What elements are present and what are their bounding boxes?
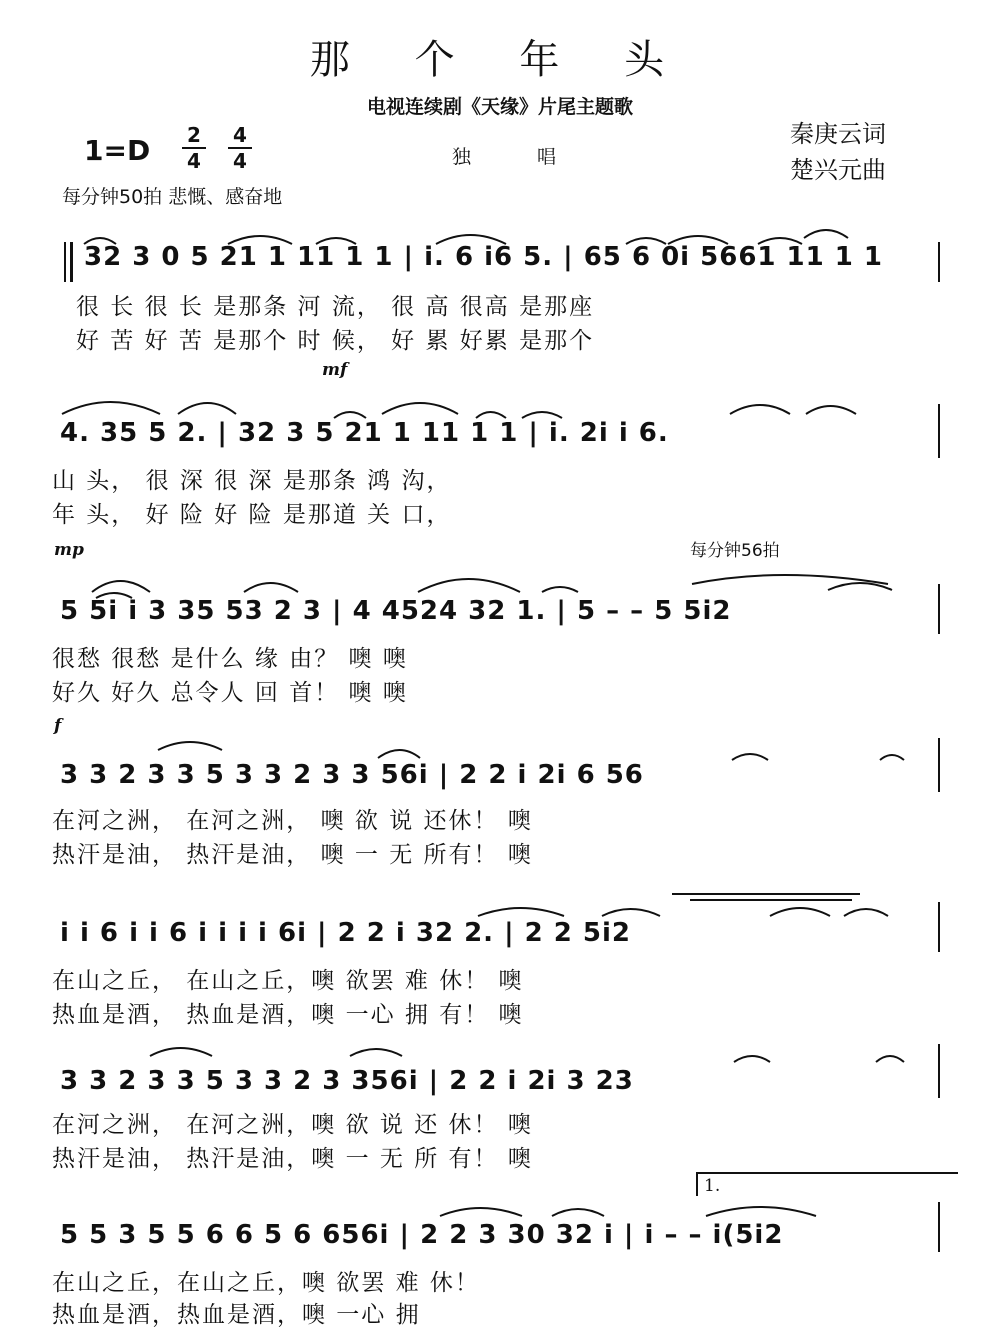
time-a-bottom: 4 bbox=[187, 149, 201, 173]
lyrics-row-2-verse-1: 山 头， 很 深 很 深 是那条 鸿 沟， bbox=[52, 468, 452, 494]
time-b-top: 4 bbox=[233, 123, 247, 147]
notes-row-3: 5 5i i 3 35 53 2 3 | 4 4524 32 1. | 5 – – 5 5i2 bbox=[60, 596, 732, 626]
lyrics-row-1-verse-1: 很 长 很 长 是那条 河 流， 很 高 很高 是那座 bbox=[76, 294, 595, 320]
dynamic-mf: mf bbox=[322, 360, 348, 380]
lyricist-credit: 秦庚云词 bbox=[790, 120, 886, 148]
tempo-change-marking: 每分钟56拍 bbox=[690, 541, 780, 561]
lyrics-row-3-verse-2: 好久 好久 总令人 回 首！ 噢 噢 bbox=[52, 680, 408, 706]
dynamic-mp: mp bbox=[54, 540, 84, 560]
song-subtitle: 电视连续剧《天缘》片尾主题歌 bbox=[366, 96, 633, 118]
notes-row-4: 3 3 2 3 3 5 3 3 2 3 3 56i | 2 2 i 2i 6 56 bbox=[60, 760, 644, 790]
lyrics-row-2-verse-2: 年 头， 好 险 好 险 是那道 关 口， bbox=[52, 502, 452, 528]
barline-end bbox=[938, 902, 940, 952]
performance-type: 独 唱 bbox=[452, 146, 587, 168]
lyrics-row-1-verse-2: 好 苦 好 苦 是那个 时 候， 好 累 好累 是那个 bbox=[76, 328, 595, 354]
notes-row-6: 3 3 2 3 3 5 3 3 2 3 356i | 2 2 i 2i 3 23 bbox=[60, 1066, 634, 1096]
barline-end bbox=[938, 242, 940, 282]
lyrics-row-5-verse-1: 在山之丘， 在山之丘，噢 欲罢 难 休！ 噢 bbox=[52, 968, 524, 994]
barline-start bbox=[64, 242, 66, 282]
notes-row-5: i i 6 i i 6 i i i i 6i | 2 2 i 32 2. | 2 2 5i2 bbox=[60, 918, 632, 948]
barline-end bbox=[938, 1044, 940, 1098]
lyrics-row-3-verse-1: 很愁 很愁 是什么 缘 由？ 噢 噢 bbox=[52, 646, 408, 672]
song-title: 那 个 年 头 bbox=[309, 37, 691, 83]
barline-end bbox=[938, 738, 940, 792]
time-a-top: 2 bbox=[187, 123, 201, 147]
lyrics-row-4-verse-1: 在河之洲， 在河之洲， 噢 欲 说 还休！ 噢 bbox=[52, 808, 533, 834]
key-signature: 1=D bbox=[84, 134, 151, 167]
composer-credit: 楚兴元曲 bbox=[790, 156, 886, 184]
barline-end bbox=[938, 404, 940, 458]
notes-row-7: 5 5 3 5 5 6 6 5 6 656i | 2 2 3 30 32 i | i – – i(5i2 bbox=[60, 1220, 784, 1250]
notes-row-1: 32 3 0 5 21 1 11 1 1 | i. 6 i6 5. | 65 6 0i 5661 11 1 1 bbox=[84, 242, 884, 272]
repeat-barline bbox=[70, 242, 73, 282]
tempo-marking: 每分钟50拍 悲慨、感奋地 bbox=[62, 186, 283, 208]
time-signature-a bbox=[182, 124, 206, 172]
lyrics-row-6-verse-2: 热汗是油， 热汗是油，噢 一 无 所 有！ 噢 bbox=[52, 1146, 533, 1172]
volta-bracket-label: 1. bbox=[704, 1176, 721, 1196]
lyrics-row-4-verse-2: 热汗是油， 热汗是油， 噢 一 无 所有！ 噢 bbox=[52, 842, 533, 868]
lyrics-row-5-verse-2: 热血是酒， 热血是酒，噢 一心 拥 有！ 噢 bbox=[52, 1002, 524, 1028]
dynamic-f: f bbox=[54, 716, 62, 736]
barline-end bbox=[938, 584, 940, 634]
lyrics-row-7-verse-2: 热血是酒，热血是酒，噢 一心 拥 bbox=[52, 1302, 421, 1328]
lyrics-row-6-verse-1: 在河之洲， 在河之洲，噢 欲 说 还 休！ 噢 bbox=[52, 1112, 533, 1138]
notes-row-2: 4. 35 5 2. | 32 3 5 21 1 11 1 1 | i. 2i i 6. bbox=[60, 418, 669, 448]
time-signature-b bbox=[228, 124, 252, 172]
volta-bracket bbox=[696, 1172, 958, 1196]
lyrics-row-7-verse-1: 在山之丘，在山之丘，噢 欲罢 难 休！ bbox=[52, 1270, 480, 1296]
barline-end bbox=[938, 1202, 940, 1252]
time-b-bottom: 4 bbox=[233, 149, 247, 173]
